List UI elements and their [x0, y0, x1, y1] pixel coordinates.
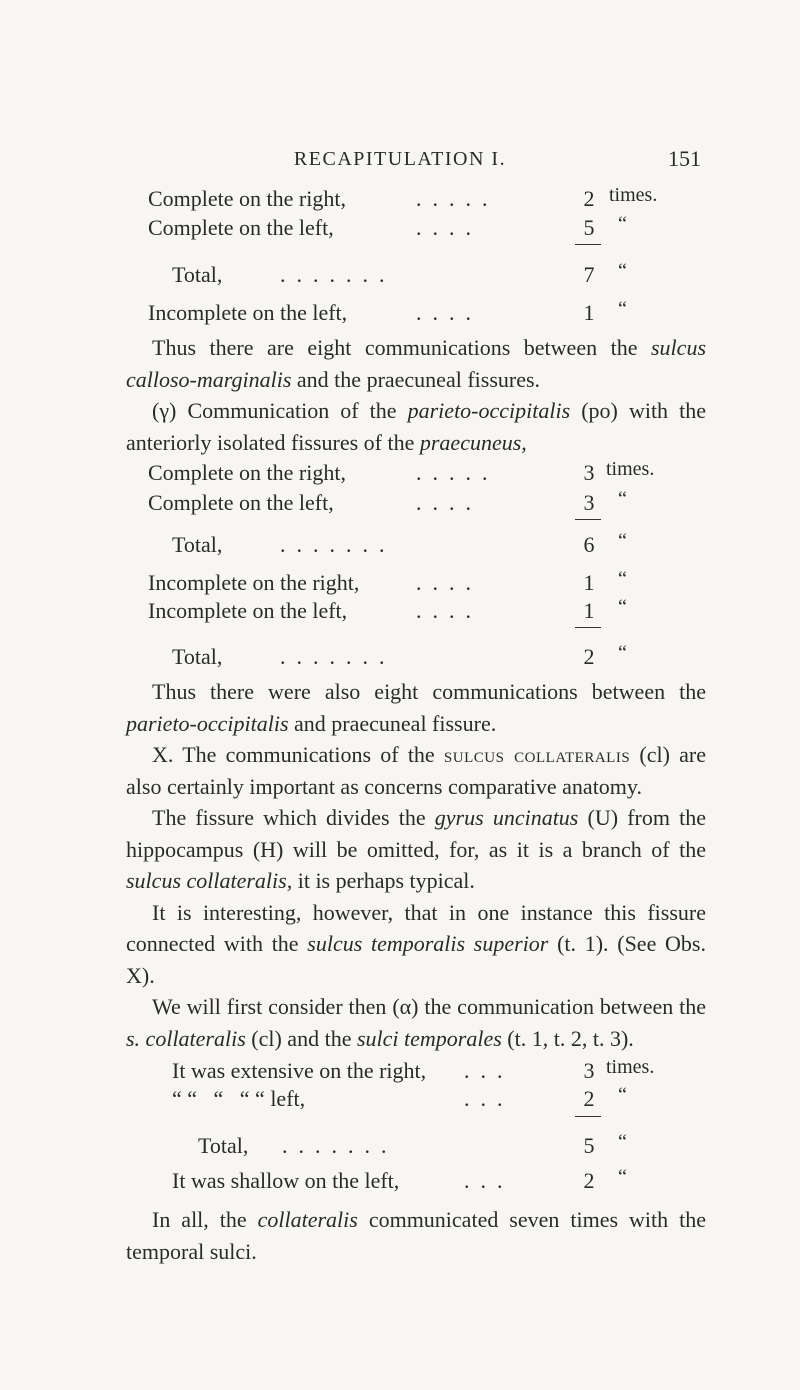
- row-unit: “: [618, 1166, 627, 1188]
- text-run: (cl) and the: [245, 1025, 357, 1051]
- text-run: The fissure which divides the: [152, 805, 435, 830]
- row-value: 3: [583, 1058, 595, 1083]
- leader-dots: .......: [280, 262, 396, 287]
- row-label: Incomplete on the left,: [148, 598, 348, 623]
- leader-dots: ...: [464, 1058, 514, 1083]
- paragraph: [126, 332, 706, 395]
- leader-dots: .....: [416, 460, 499, 485]
- row-value: 2: [583, 186, 595, 211]
- sum-rule: [575, 627, 601, 628]
- italic-term: sulcus temporalis superior: [307, 931, 549, 956]
- sum-rule: [575, 1116, 601, 1117]
- row-value: 6: [583, 532, 595, 557]
- running-head: RECAPITULATION I.: [293, 148, 507, 170]
- leader-dots: .....: [416, 186, 499, 211]
- leader-dots: .......: [282, 1133, 398, 1158]
- paragraph: [126, 395, 706, 458]
- row-label: “ “ “ “ “ left,: [172, 1086, 306, 1111]
- paragraph: [126, 897, 706, 992]
- paragraph: [126, 802, 706, 897]
- row-label: Complete on the right,: [148, 460, 346, 485]
- leader-dots: ....: [416, 598, 482, 623]
- text-run: (t. 1). (See Obs. X).: [126, 931, 706, 988]
- italic-term: parieto-occipitalis: [407, 398, 571, 423]
- page-number: 151: [668, 146, 701, 171]
- row-label: Total,: [172, 532, 223, 557]
- row-label: Total,: [172, 262, 223, 287]
- row-value: 2: [583, 1086, 595, 1111]
- leader-dots: ....: [416, 300, 482, 325]
- row-unit: “: [618, 642, 627, 664]
- italic-term: s. collateralis: [126, 1025, 246, 1051]
- row-unit: “: [618, 488, 627, 510]
- row-value: 1: [583, 598, 595, 623]
- row-value: 3: [583, 460, 595, 485]
- text-block-2: [126, 676, 706, 1054]
- row-label: It was extensive on the right,: [172, 1058, 427, 1083]
- row-unit: times.: [606, 1056, 655, 1078]
- text-run: it is perhaps typical.: [292, 868, 475, 893]
- leader-dots: ....: [416, 215, 482, 240]
- row-label: Complete on the left,: [148, 215, 334, 240]
- leader-dots: ...: [464, 1086, 514, 1111]
- text-run: and the praecuneal fissures.: [291, 366, 541, 392]
- row-label: It was shallow on the left,: [172, 1168, 400, 1193]
- row-unit: “: [618, 213, 627, 235]
- small-caps-term: sulcus collateralis: [443, 742, 631, 767]
- italic-term: collateralis: [257, 1207, 358, 1232]
- text-run: X. The communications of the: [152, 742, 444, 767]
- text-run: We will first consider then (α) the communication between the: [152, 994, 706, 1019]
- row-value: 7: [583, 262, 595, 287]
- text-run: (U) from the hippocampus (H) will be omitted, for, as it is a branch of the: [126, 805, 706, 862]
- leader-dots: .......: [280, 644, 396, 669]
- italic-term: parieto-occipitalis: [126, 710, 289, 736]
- row-label: Incomplete on the right,: [148, 570, 360, 595]
- row-unit: “: [618, 596, 627, 618]
- row-label: Total,: [172, 644, 223, 669]
- paragraph: [126, 1204, 706, 1267]
- text-run: In all, the: [152, 1207, 258, 1232]
- text-run: Thus there are eight communications between the: [152, 335, 651, 360]
- leader-dots: ....: [416, 570, 482, 595]
- text-run: (γ) Communication of the: [152, 398, 408, 423]
- row-unit: “: [618, 1131, 627, 1153]
- row-unit: “: [618, 1084, 627, 1106]
- row-value: 2: [583, 644, 595, 669]
- italic-term: gyrus uncinatus: [434, 805, 579, 830]
- text-run: It is interesting, however, that in one instance this fissure connected with the: [126, 899, 706, 956]
- row-value: 5: [583, 215, 595, 240]
- row-value: 3: [583, 490, 595, 515]
- text-run: Thus there were also eight communications between the: [152, 679, 706, 704]
- paragraph: [126, 739, 706, 802]
- text-block-3: [126, 1204, 706, 1267]
- row-value: 1: [583, 570, 595, 595]
- leader-dots: ...: [464, 1168, 514, 1193]
- italic-term: praecuneus,: [419, 429, 527, 455]
- row-value: 1: [583, 300, 595, 325]
- row-label: Total,: [198, 1133, 249, 1158]
- text-run: and praecuneal fissure.: [288, 710, 497, 736]
- text-block-1: [126, 332, 706, 458]
- paragraph: [126, 676, 706, 739]
- leader-dots: .......: [280, 532, 396, 557]
- row-unit: “: [618, 260, 627, 282]
- text-run: (po) with the anteriorly isolated fissures of the: [126, 398, 706, 455]
- row-unit: “: [618, 530, 627, 552]
- text-run: (t. 1, t. 2, t. 3).: [501, 1025, 634, 1051]
- row-value: 5: [583, 1133, 595, 1158]
- row-unit: “: [618, 568, 627, 590]
- row-unit: times.: [606, 458, 655, 480]
- italic-term: sulcus collateralis,: [126, 868, 293, 893]
- text-run: (cl) are also certainly important as concerns comparative anatomy.: [126, 742, 706, 799]
- sum-rule: [575, 244, 601, 245]
- row-value: 2: [583, 1168, 595, 1193]
- text-run: communicated seven times with the temporal sulci.: [126, 1207, 706, 1264]
- italic-term: sulci temporales: [356, 1025, 502, 1051]
- paragraph: [126, 991, 706, 1054]
- leader-dots: ....: [416, 490, 482, 515]
- row-label: Complete on the left,: [148, 490, 334, 515]
- row-unit: times.: [609, 184, 658, 206]
- italic-term: sulcus calloso-marginalis: [126, 335, 706, 392]
- row-label: Incomplete on the left,: [148, 300, 348, 325]
- row-label: Complete on the right,: [148, 186, 346, 211]
- row-unit: “: [618, 298, 627, 320]
- sum-rule: [575, 519, 601, 520]
